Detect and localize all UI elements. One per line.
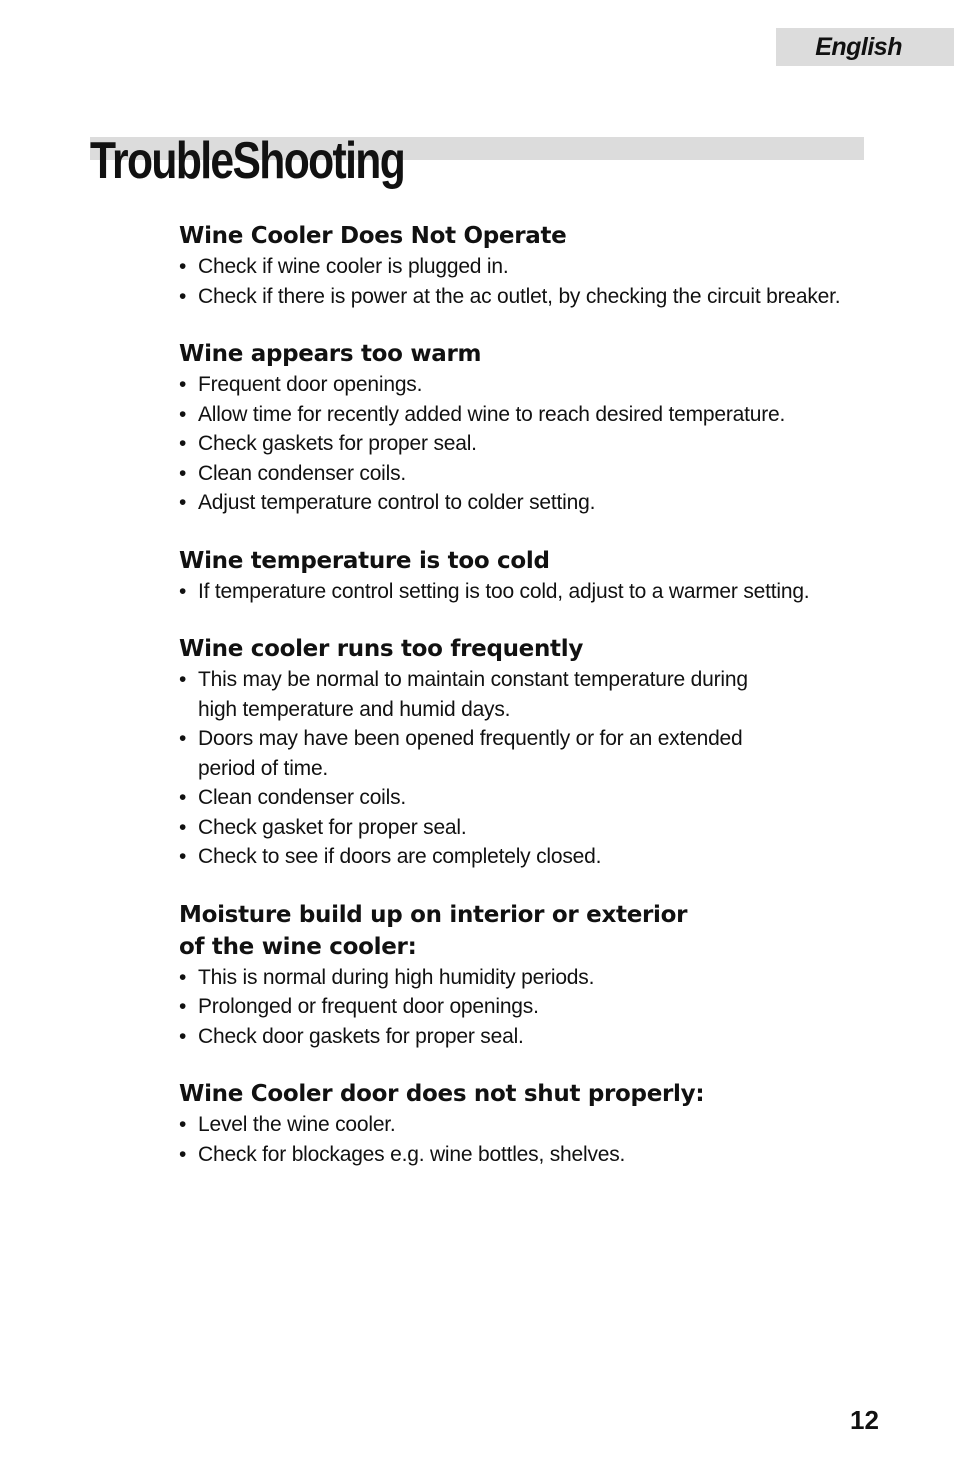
list-item bbox=[179, 488, 879, 518]
language-tab bbox=[776, 28, 954, 66]
troubleshooting-content bbox=[179, 220, 879, 1196]
list-item bbox=[179, 724, 759, 783]
bullet-list bbox=[179, 665, 759, 872]
list-item bbox=[179, 992, 879, 1022]
list-item bbox=[179, 1110, 879, 1140]
bullet-dot: • bbox=[179, 995, 187, 1018]
list-item bbox=[179, 665, 759, 724]
bullet-dot: • bbox=[179, 965, 187, 989]
section-heading bbox=[179, 545, 879, 577]
list-item bbox=[179, 370, 879, 400]
list-item bbox=[179, 459, 879, 489]
section-heading bbox=[179, 1078, 879, 1110]
bullet-list bbox=[179, 963, 879, 1052]
section-door-not-shut bbox=[179, 1078, 879, 1169]
bullet-dot: • bbox=[179, 786, 187, 809]
bullet-dot: • bbox=[179, 1024, 187, 1048]
page-title: TroubleShooting bbox=[90, 132, 405, 190]
list-item bbox=[179, 429, 879, 459]
section-heading bbox=[179, 633, 879, 665]
bullet-dot: • bbox=[179, 727, 187, 750]
bullet-dot: • bbox=[179, 491, 187, 514]
bullet-dot: • bbox=[179, 373, 187, 396]
bullet-dot: • bbox=[179, 668, 187, 691]
list-item-text: This may be normal to maintain constant temperature during high temperature and humid days. bbox=[198, 668, 748, 721]
list-item bbox=[179, 813, 759, 843]
bullet-dot: • bbox=[179, 461, 187, 485]
bullet-list bbox=[179, 252, 879, 311]
list-item bbox=[179, 1022, 879, 1052]
section-too-cold bbox=[179, 545, 879, 607]
section-not-operate bbox=[179, 220, 879, 311]
list-item bbox=[179, 842, 759, 872]
list-item-text: Doors may have been opened frequently or for an extended period of time. bbox=[198, 727, 743, 780]
bullet-dot: • bbox=[179, 1142, 187, 1166]
section-moisture bbox=[179, 899, 879, 1052]
language-tab-label: English bbox=[815, 33, 902, 61]
bullet-dot: • bbox=[179, 815, 187, 839]
page-number: 12 bbox=[850, 1405, 879, 1435]
list-item bbox=[179, 783, 759, 813]
list-item bbox=[179, 400, 879, 430]
heading-line: Wine temperature is too cold bbox=[179, 547, 550, 574]
list-item bbox=[179, 252, 879, 282]
heading-line: Wine cooler runs too frequently bbox=[179, 636, 584, 662]
section-heading bbox=[179, 338, 879, 370]
list-item-text: Allow time for recently added wine to reach desired temperature. bbox=[198, 402, 786, 426]
bullet-dot: • bbox=[179, 579, 187, 603]
list-item bbox=[179, 282, 879, 312]
list-item bbox=[179, 577, 879, 607]
list-item bbox=[179, 963, 879, 993]
bullet-dot: • bbox=[179, 255, 187, 278]
list-item bbox=[179, 1140, 879, 1170]
bullet-dot: • bbox=[179, 284, 187, 308]
list-item-text: Check for blockages e.g. wine bottles, shelves. bbox=[198, 1142, 626, 1166]
bullet-list bbox=[179, 1110, 879, 1169]
section-runs-frequently bbox=[179, 633, 879, 872]
list-item-text: Level the wine cooler. bbox=[198, 1113, 396, 1136]
list-item-text: Prolonged or frequent door openings. bbox=[198, 995, 539, 1018]
list-item-text: Check to see if doors are completely closed. bbox=[198, 845, 602, 868]
section-heading bbox=[179, 899, 879, 963]
list-item-text: Frequent door openings. bbox=[198, 373, 423, 396]
section-heading bbox=[179, 220, 879, 252]
list-item-text: Check if there is power at the ac outlet, by checking the circuit breaker. bbox=[198, 284, 841, 308]
list-item-text: Clean condenser coils. bbox=[198, 461, 407, 485]
list-item-text: Check gasket for proper seal. bbox=[198, 815, 467, 839]
list-item-text: Check door gaskets for proper seal. bbox=[198, 1024, 524, 1048]
section-too-warm bbox=[179, 338, 879, 518]
heading-line: Moisture build up on interior or exterior bbox=[179, 901, 688, 928]
heading-line: Wine Cooler Does Not Operate bbox=[179, 223, 567, 249]
bullet-dot: • bbox=[179, 845, 187, 868]
list-item-text: If temperature control setting is too cold, adjust to a warmer setting. bbox=[198, 579, 810, 603]
heading-line: Wine Cooler door does not shut properly: bbox=[179, 1081, 705, 1107]
list-item-text: Clean condenser coils. bbox=[198, 786, 407, 809]
heading-line: of the wine cooler: bbox=[179, 933, 417, 960]
list-item-text: This is normal during high humidity periods. bbox=[198, 965, 595, 989]
list-item-text: Check if wine cooler is plugged in. bbox=[198, 255, 509, 278]
bullet-dot: • bbox=[179, 1113, 187, 1136]
bullet-dot: • bbox=[179, 432, 187, 455]
heading-line: Wine appears too warm bbox=[179, 341, 482, 367]
bullet-list bbox=[179, 577, 879, 607]
bullet-list bbox=[179, 370, 879, 518]
list-item-text: Adjust temperature control to colder setting. bbox=[198, 491, 596, 514]
list-item-text: Check gaskets for proper seal. bbox=[198, 432, 477, 455]
bullet-dot: • bbox=[179, 402, 187, 426]
